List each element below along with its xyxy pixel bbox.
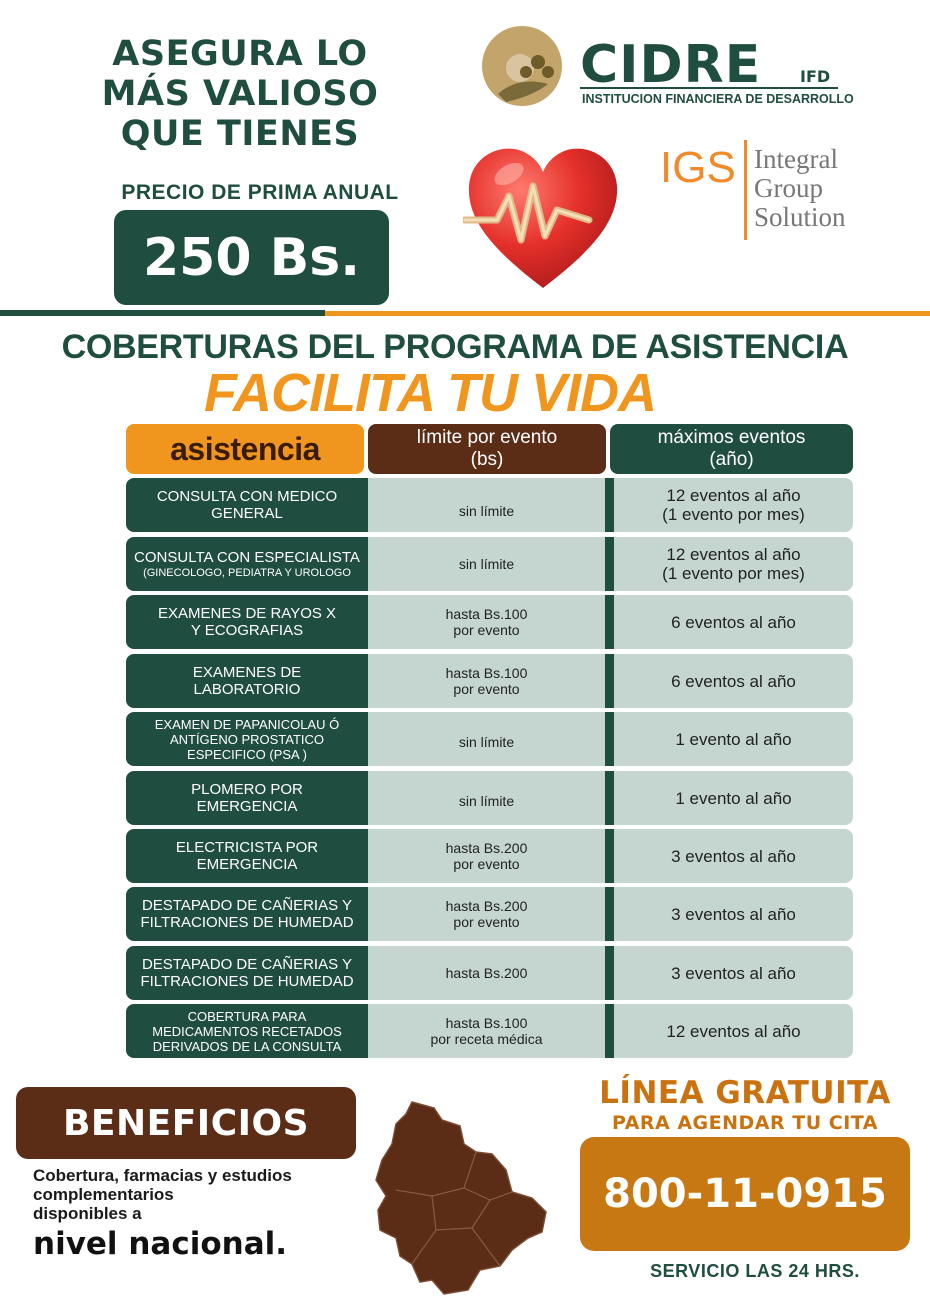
cidre-tagline: INSTITUCION FINANCIERA DE DESARROLLO — [582, 92, 854, 106]
row-limit — [368, 654, 605, 708]
benefits-line: disponibles a — [33, 1204, 142, 1223]
service-line: DESTAPADO DE CAÑERIAS Y — [141, 897, 353, 914]
row-separator — [605, 712, 614, 766]
benefits-line: Cobertura, farmacias y estudios — [33, 1166, 292, 1185]
table-row — [126, 946, 853, 1000]
hotline-title: LÍNEA GRATUITA — [599, 1075, 891, 1111]
coverage-title: COBERTURAS DEL PROGRAMA DE ASISTENCIA — [61, 328, 849, 366]
table-row — [126, 771, 853, 825]
row-separator — [605, 946, 614, 1000]
header-asistencia: asistencia — [126, 424, 364, 474]
limit-line: sin límite — [458, 793, 515, 809]
premium-label: PRECIO DE PRIMA ANUAL — [121, 181, 399, 204]
row-max — [614, 537, 853, 591]
row-limit — [368, 712, 605, 766]
table-row — [126, 537, 853, 591]
service-line: EMERGENCIA — [196, 798, 298, 815]
max-line: 12 eventos al año — [666, 486, 801, 505]
service-line: DESTAPADO DE CAÑERIAS Y — [141, 956, 353, 973]
row-limit — [368, 771, 605, 825]
row-separator — [605, 887, 614, 941]
benefits-line: complementarios — [33, 1185, 174, 1204]
max-line: 1 evento al año — [675, 729, 792, 749]
row-service — [126, 887, 368, 941]
program-name: FACILITA TU VIDA — [204, 363, 656, 423]
service-line: FILTRACIONES DE HUMEDAD — [140, 914, 354, 931]
limit-sub: por evento — [453, 914, 520, 930]
limit-line: hasta Bs.100 — [445, 606, 528, 622]
row-service — [126, 478, 368, 532]
row-max — [614, 771, 853, 825]
service-line: GENERAL — [211, 505, 283, 522]
row-max — [614, 829, 853, 883]
service-line: FILTRACIONES DE HUMEDAD — [140, 973, 354, 990]
limit-line: sin límite — [458, 503, 515, 519]
max-line: 3 eventos al año — [671, 846, 796, 866]
service-line: PLOMERO POR — [191, 781, 303, 798]
service-sub: (GINECOLOGO, PEDIATRA Y UROLOGO — [143, 566, 351, 579]
service-line: EXAMENES DE RAYOS X — [157, 605, 337, 622]
limit-sub: por evento — [453, 681, 520, 697]
header-limite-line-1: límite por evento — [416, 427, 558, 448]
limit-line: sin límite — [458, 556, 515, 572]
igs-line-3: Solution — [754, 202, 846, 232]
row-limit — [368, 1004, 605, 1058]
row-separator — [605, 537, 614, 591]
service-line: COBERTURA PARA — [187, 1008, 307, 1024]
headline-line-1: ASEGURA LO — [112, 34, 368, 74]
service-line: EXAMENES DE — [192, 664, 302, 681]
service-hours: SERVICIO LAS 24 HRS. — [650, 1261, 860, 1281]
header-maximos-line-1: máximos eventos — [657, 427, 806, 448]
row-limit — [368, 829, 605, 883]
row-separator — [605, 478, 614, 532]
header-maximos-line-2: (año) — [709, 449, 754, 470]
row-limit — [368, 595, 605, 649]
table-row — [126, 595, 853, 649]
limit-line: hasta Bs.100 — [445, 1015, 528, 1031]
headline — [40, 34, 440, 154]
row-max — [614, 1004, 853, 1058]
premium-price: 250 Bs. — [114, 210, 389, 305]
max-line: 3 eventos al año — [671, 963, 796, 983]
service-line: EMERGENCIA — [196, 856, 298, 873]
row-separator — [605, 595, 614, 649]
benefits-text — [33, 1166, 373, 1223]
row-max — [614, 654, 853, 708]
limit-sub: por evento — [453, 856, 520, 872]
benefits-strong: nivel nacional. — [33, 1226, 288, 1262]
limit-line: hasta Bs.100 — [445, 665, 528, 681]
row-service — [126, 1004, 368, 1058]
service-line: ELECTRICISTA POR — [175, 839, 319, 856]
service-line: DERIVADOS DE LA CONSULTA — [152, 1038, 342, 1054]
limit-line: hasta Bs.200 — [445, 898, 528, 914]
limit-line: hasta Bs.200 — [445, 840, 528, 856]
header-maximos — [610, 424, 853, 474]
service-line: LABORATORIO — [193, 681, 301, 698]
row-service — [126, 946, 368, 1000]
table-row — [126, 887, 853, 941]
divider-green — [0, 310, 325, 316]
row-limit — [368, 946, 605, 1000]
phone-number[interactable]: 800-11-0915 — [580, 1137, 910, 1251]
limit-line: sin límite — [458, 734, 515, 750]
row-service — [126, 654, 368, 708]
cidre-logo — [478, 24, 858, 112]
header-limite-line-2: (bs) — [470, 449, 504, 470]
service-line: EXAMEN DE PAPANICOLAU Ó — [154, 716, 340, 732]
limit-sub: por receta médica — [430, 1031, 543, 1047]
service-line: MEDICAMENTOS RECETADOS — [152, 1023, 342, 1039]
row-separator — [605, 1004, 614, 1058]
header-limite — [368, 424, 606, 474]
service-line: CONSULTA CON ESPECIALISTA — [134, 548, 360, 566]
igs-line-1: Integral — [754, 144, 838, 174]
row-max — [614, 712, 853, 766]
service-line: Y ECOGRAFIAS — [190, 622, 304, 639]
max-line: 6 eventos al año — [671, 671, 796, 691]
table-row — [126, 654, 853, 708]
row-service — [126, 771, 368, 825]
cidre-wordmark: CIDRE — [580, 35, 762, 95]
table-row — [126, 1004, 853, 1058]
row-separator — [605, 654, 614, 708]
divider-orange — [325, 311, 930, 316]
cidre-suffix: IFD — [800, 67, 831, 86]
max-line: 12 eventos al año — [666, 1021, 801, 1041]
limit-sub: por evento — [453, 622, 520, 638]
row-separator — [605, 829, 614, 883]
row-service — [126, 537, 368, 591]
row-max — [614, 887, 853, 941]
igs-logo — [660, 140, 880, 245]
service-line: ANTÍGENO PROSTATICO — [169, 731, 325, 747]
max-line: 1 evento al año — [675, 788, 792, 808]
table-row — [126, 478, 853, 532]
max-sub: (1 evento por mes) — [662, 505, 805, 524]
headline-line-3: QUE TIENES — [120, 114, 360, 154]
benefits-title: BENEFICIOS — [16, 1087, 356, 1159]
limit-line: hasta Bs.200 — [445, 965, 528, 981]
row-service — [126, 829, 368, 883]
max-line: 3 eventos al año — [671, 904, 796, 924]
max-line: 12 eventos al año — [666, 545, 801, 564]
table-row — [126, 829, 853, 883]
hotline-subtitle: PARA AGENDAR TU CITA — [612, 1112, 878, 1134]
igs-short: IGS — [660, 143, 736, 192]
max-line: 6 eventos al año — [671, 612, 796, 632]
service-line: CONSULTA CON MEDICO — [156, 488, 338, 505]
row-max — [614, 478, 853, 532]
igs-line-2: Group — [754, 173, 823, 203]
row-limit — [368, 887, 605, 941]
row-limit — [368, 478, 605, 532]
heart-icon — [463, 140, 623, 295]
row-service — [126, 712, 368, 766]
row-max — [614, 595, 853, 649]
row-service — [126, 595, 368, 649]
table-row — [126, 712, 853, 766]
bolivia-map-icon — [372, 1100, 554, 1295]
row-limit — [368, 537, 605, 591]
service-line: ESPECIFICO (PSA ) — [187, 746, 307, 762]
row-max — [614, 946, 853, 1000]
max-sub: (1 evento por mes) — [662, 564, 805, 583]
headline-line-2: MÁS VALIOSO — [101, 74, 379, 114]
row-separator — [605, 771, 614, 825]
